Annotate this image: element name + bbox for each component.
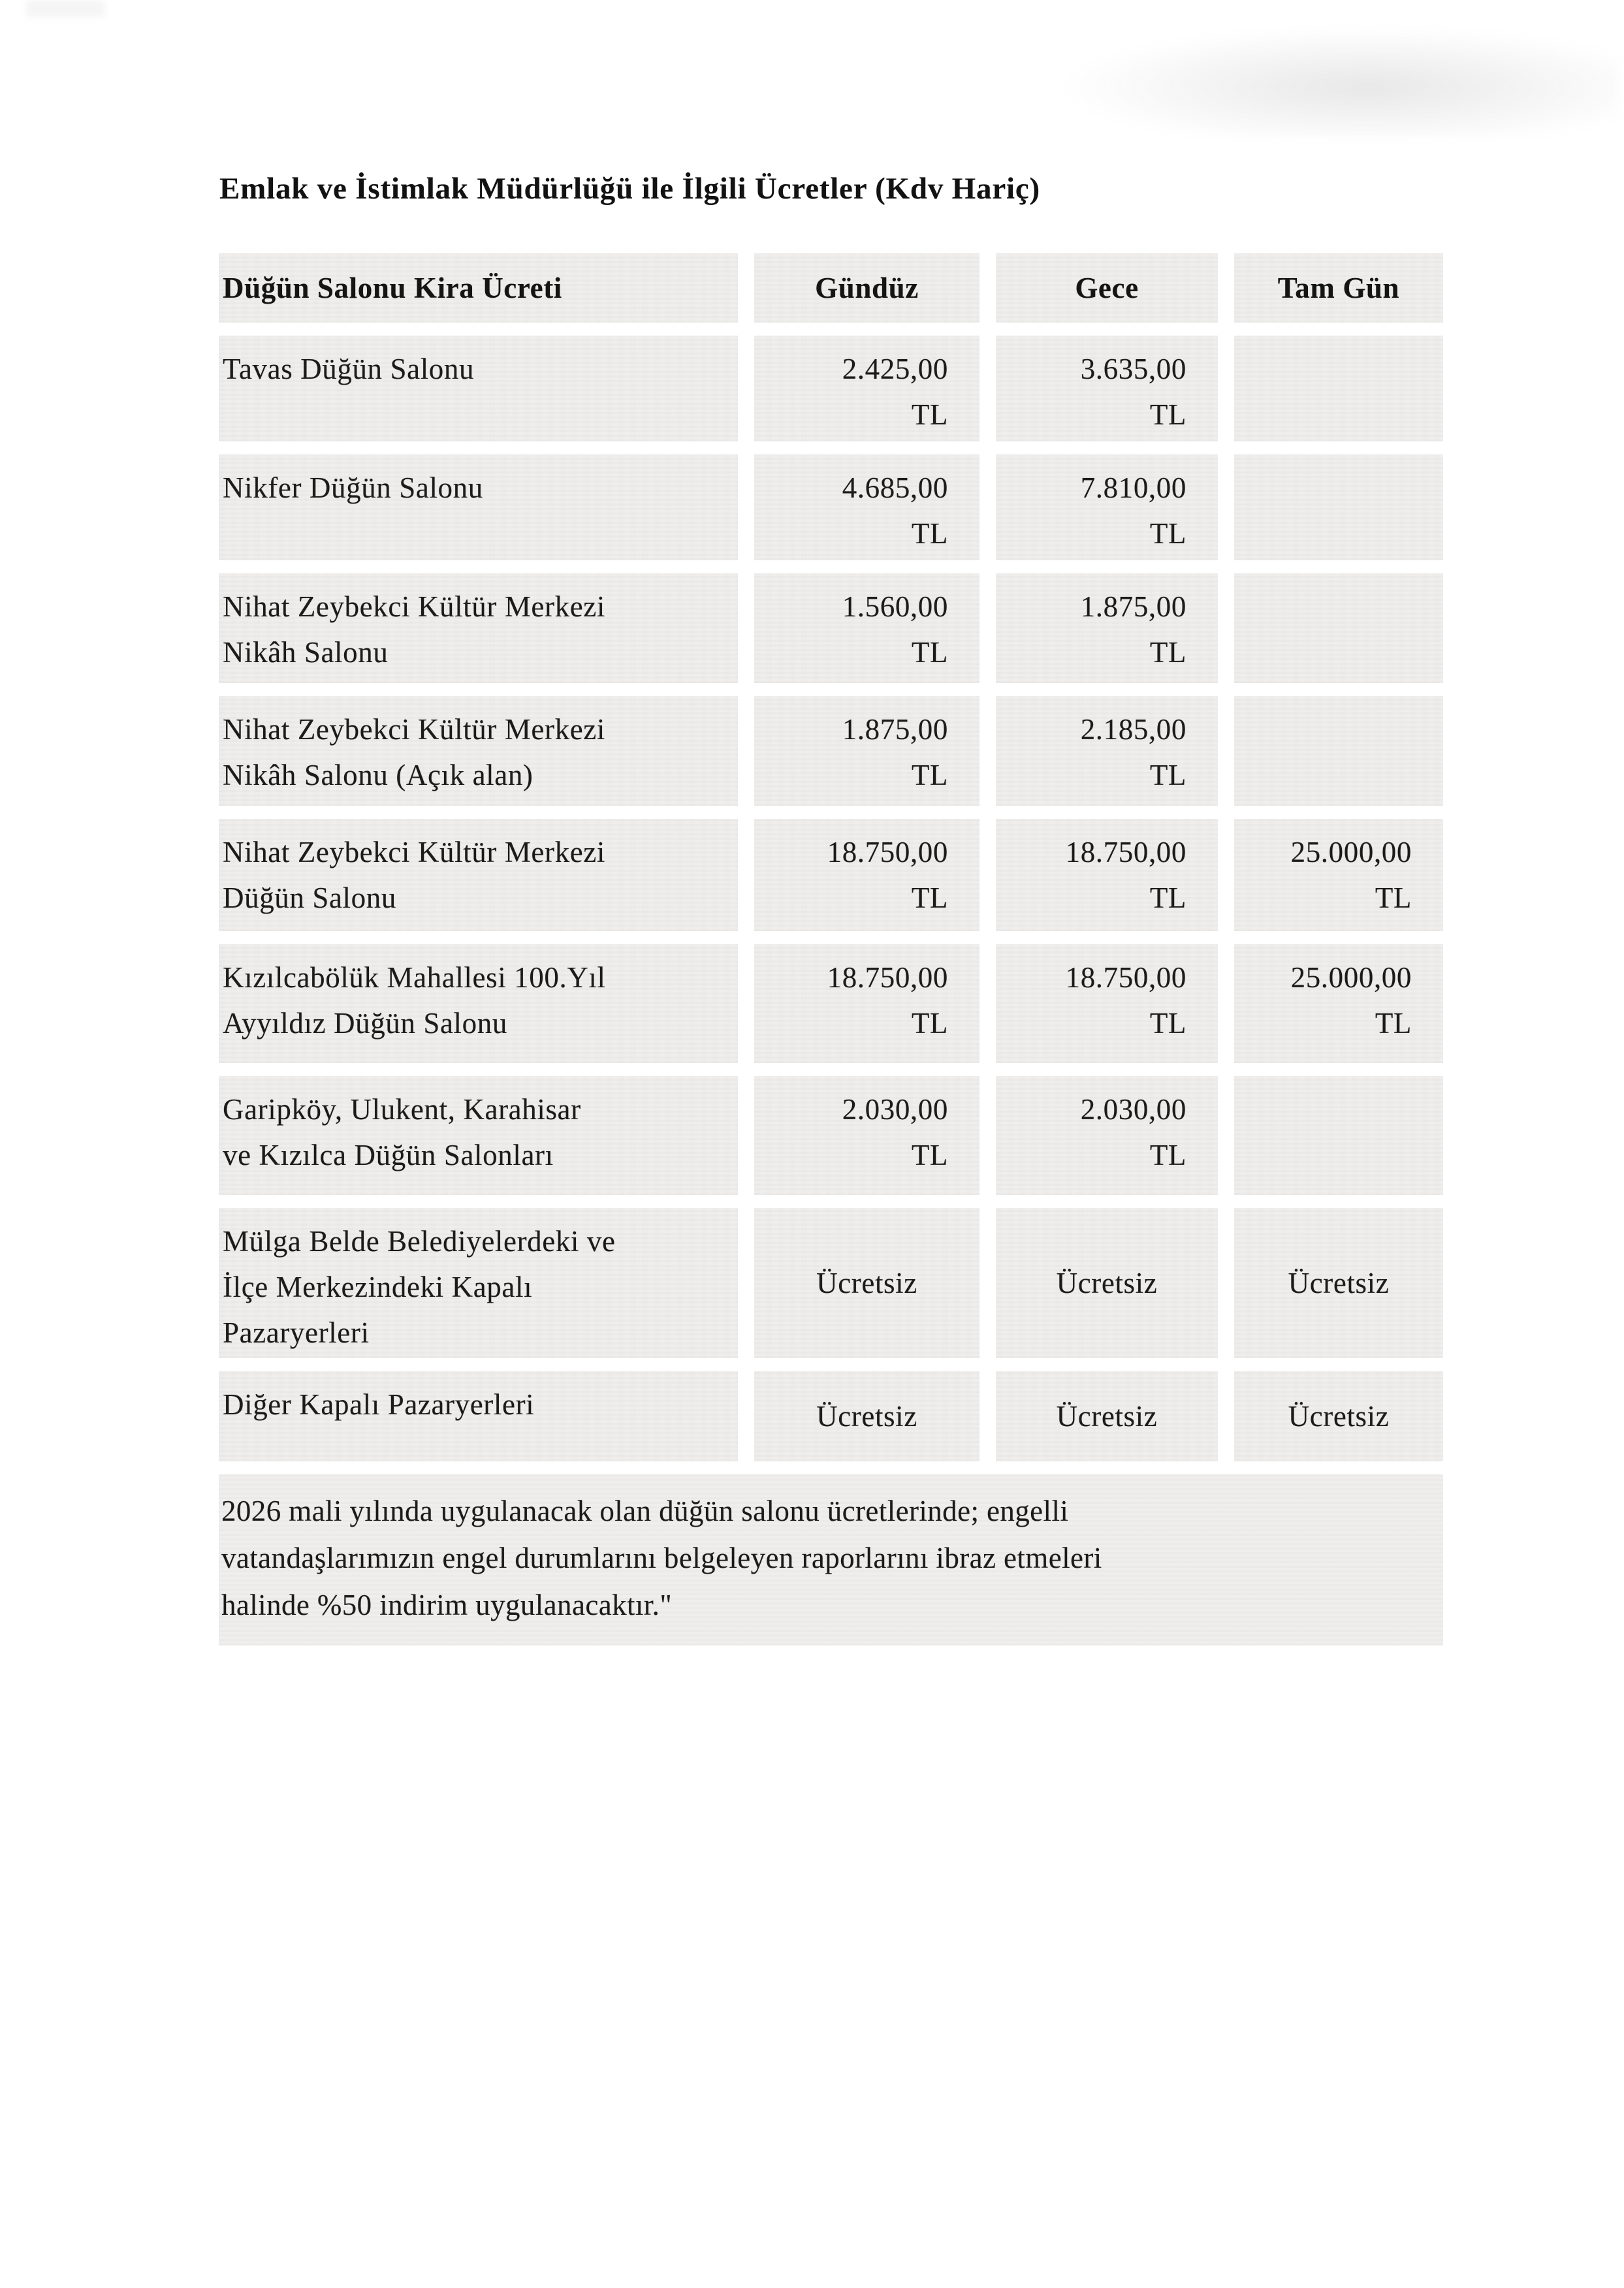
free-label: Ücretsiz	[1056, 1267, 1158, 1299]
price-value: 18.750,00	[1065, 961, 1186, 994]
currency-label: TL	[1375, 882, 1412, 914]
venue-name-cell	[219, 1076, 738, 1195]
gece-value-cell	[996, 573, 1218, 683]
free-label: Ücretsiz	[1288, 1400, 1390, 1433]
currency-label: TL	[1149, 636, 1186, 669]
venue-name-line: Ayyıldız Düğün Salonu	[223, 1007, 507, 1040]
price-value: 1.875,00	[842, 713, 948, 746]
discount-note-line: vatandaşlarımızın engel durumlarını belgeleyen raporlarını ibraz etmeleri	[221, 1542, 1102, 1574]
venue-name-cell	[219, 1208, 738, 1358]
gece-value-cell	[996, 336, 1218, 441]
header-gunduz-column: Gündüz	[754, 253, 979, 323]
gece-value-cell	[996, 1076, 1218, 1195]
tamgun-value-cell	[1234, 696, 1443, 806]
venue-name-cell	[219, 696, 738, 806]
venue-name-cell	[219, 1371, 738, 1461]
currency-label: TL	[911, 759, 948, 791]
header-gece-column: Gece	[996, 253, 1218, 323]
venue-name-cell	[219, 573, 738, 683]
scan-smudge-artifact	[26, 0, 104, 17]
gunduz-value-cell	[754, 1076, 979, 1195]
currency-label: TL	[1149, 1139, 1186, 1171]
price-value: 25.000,00	[1290, 961, 1412, 994]
gece-value-cell	[996, 819, 1218, 931]
venue-name-line: Tavas Düğün Salonu	[223, 353, 475, 385]
venue-name-line: Nikâh Salonu (Açık alan)	[223, 759, 533, 791]
price-value: 7.810,00	[1080, 471, 1186, 504]
currency-label: TL	[911, 882, 948, 914]
table-row	[219, 696, 1443, 806]
price-value: 18.750,00	[827, 961, 948, 994]
currency-label: TL	[1375, 1007, 1412, 1040]
tamgun-value-cell	[1234, 336, 1443, 441]
price-value: 2.030,00	[1080, 1093, 1186, 1126]
venue-name-line: Nihat Zeybekci Kültür Merkezi	[223, 590, 605, 623]
table-row	[219, 454, 1443, 560]
table-row	[219, 1371, 1443, 1461]
venue-name-line: Nikfer Düğün Salonu	[223, 471, 483, 504]
gunduz-value-cell	[754, 454, 979, 560]
fee-table	[219, 253, 1443, 1645]
price-value: 2.185,00	[1080, 713, 1186, 746]
free-label: Ücretsiz	[1056, 1400, 1158, 1433]
gunduz-value-cell	[754, 1208, 979, 1358]
price-value: 18.750,00	[1065, 836, 1186, 868]
table-row	[219, 1208, 1443, 1358]
gunduz-value-cell	[754, 336, 979, 441]
currency-label: TL	[1149, 517, 1186, 550]
currency-label: TL	[1149, 882, 1186, 914]
gunduz-value-cell	[754, 819, 979, 931]
price-value: 2.425,00	[842, 353, 948, 385]
scan-smudge-artifact	[1058, 26, 1619, 137]
discount-note	[219, 1474, 1443, 1645]
free-label: Ücretsiz	[816, 1400, 917, 1433]
venue-name-line: İlçe Merkezindeki Kapalı	[223, 1271, 533, 1303]
venue-name-line: Pazaryerleri	[223, 1316, 370, 1349]
venue-name-cell	[219, 454, 738, 560]
header-tamgun-column: Tam Gün	[1234, 253, 1443, 323]
table-row	[219, 336, 1443, 441]
gunduz-value-cell	[754, 1371, 979, 1461]
gece-value-cell	[996, 944, 1218, 1063]
document-title: Emlak ve İstimlak Müdürlüğü ile İlgili Ücretler (Kdv Hariç)	[219, 172, 1040, 206]
venue-name-line: Düğün Salonu	[223, 882, 396, 914]
discount-note-line: 2026 mali yılında uygulanacak olan düğün salonu ücretlerinde; engelli	[221, 1495, 1069, 1527]
tamgun-value-cell	[1234, 1371, 1443, 1461]
tamgun-value-cell	[1234, 1076, 1443, 1195]
price-value: 25.000,00	[1290, 836, 1412, 868]
gece-value-cell	[996, 696, 1218, 806]
venue-name-line: Nikâh Salonu	[223, 636, 389, 669]
venue-name-line: Diğer Kapalı Pazaryerleri	[223, 1388, 535, 1421]
venue-name-line: Garipköy, Ulukent, Karahisar	[223, 1093, 581, 1126]
gunduz-value-cell	[754, 696, 979, 806]
venue-name-line: Nihat Zeybekci Kültür Merkezi	[223, 713, 605, 746]
currency-label: TL	[911, 517, 948, 550]
tamgun-value-cell	[1234, 944, 1443, 1063]
venue-name-cell	[219, 336, 738, 441]
currency-label: TL	[1149, 398, 1186, 431]
venue-name-line: Mülga Belde Belediyelerdeki ve	[223, 1225, 616, 1258]
currency-label: TL	[1149, 759, 1186, 791]
currency-label: TL	[911, 398, 948, 431]
price-value: 3.635,00	[1080, 353, 1186, 385]
gunduz-value-cell	[754, 944, 979, 1063]
price-value: 2.030,00	[842, 1093, 948, 1126]
currency-label: TL	[1149, 1007, 1186, 1040]
tamgun-value-cell	[1234, 1208, 1443, 1358]
tamgun-value-cell	[1234, 573, 1443, 683]
table-row	[219, 819, 1443, 931]
table-row	[219, 573, 1443, 683]
table-header-row	[219, 253, 1443, 323]
price-value: 1.560,00	[842, 590, 948, 623]
venue-name-line: Nihat Zeybekci Kültür Merkezi	[223, 836, 605, 868]
venue-name-line: ve Kızılca Düğün Salonları	[223, 1139, 554, 1171]
currency-label: TL	[911, 636, 948, 669]
venue-name-cell	[219, 944, 738, 1063]
table-row	[219, 1076, 1443, 1195]
free-label: Ücretsiz	[1288, 1267, 1390, 1299]
gunduz-value-cell	[754, 573, 979, 683]
discount-note-line: halinde %50 indirim uygulanacaktır."	[221, 1589, 673, 1621]
price-value: 4.685,00	[842, 471, 948, 504]
gece-value-cell	[996, 454, 1218, 560]
price-value: 18.750,00	[827, 836, 948, 868]
venue-name-line: Kızılcabölük Mahallesi 100.Yıl	[223, 961, 606, 994]
price-value: 1.875,00	[1080, 590, 1186, 623]
free-label: Ücretsiz	[816, 1267, 917, 1299]
currency-label: TL	[911, 1007, 948, 1040]
table-row	[219, 944, 1443, 1063]
gece-value-cell	[996, 1208, 1218, 1358]
tamgun-value-cell	[1234, 819, 1443, 931]
venue-name-cell	[219, 819, 738, 931]
currency-label: TL	[911, 1139, 948, 1171]
gece-value-cell	[996, 1371, 1218, 1461]
header-venue-column: Düğün Salonu Kira Ücreti	[219, 253, 738, 323]
tamgun-value-cell	[1234, 454, 1443, 560]
